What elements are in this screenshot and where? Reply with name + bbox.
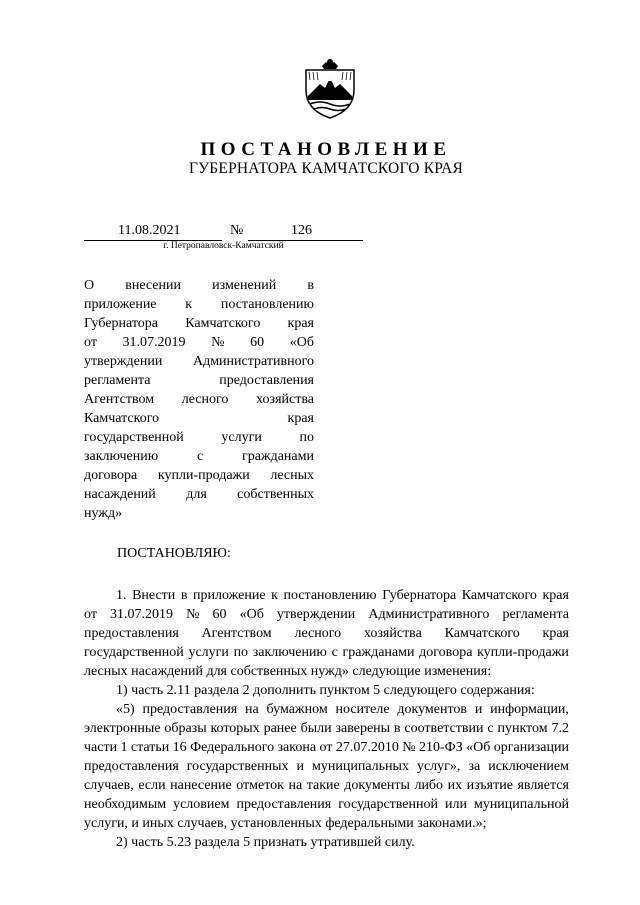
subject-line: Агентством лесного хозяйства [84, 392, 314, 407]
subject-line: насаждений для собственных [84, 487, 314, 502]
subject-line: нужд» [84, 506, 123, 521]
body-line: предоставления Агентством лесного хозяйства Камчатского края [84, 626, 569, 641]
document-date: 11.08.2021 [118, 223, 181, 238]
body-line: предоставления государственных и муниципальных услуг», за исключением [84, 759, 569, 774]
subject-line: от 31.07.2019 № 60 «Об [84, 335, 314, 350]
number-sign: № [230, 223, 244, 238]
body-line: от 31.07.2019 № 60 «Об утверждении Административного регламента [84, 607, 569, 622]
subject-line: договора купли-продажи лесных [84, 468, 314, 483]
body-line: лесных насаждений для собственных нужд» следующие изменения: [84, 664, 492, 679]
body-line: 1. Внести в приложение к постановлению Губернатора Камчатского края [116, 588, 569, 603]
subject-line: Камчатского края [84, 411, 314, 426]
document-subject [84, 276, 314, 523]
body-line: 2) часть 5.23 раздела 5 признать утратившей силу. [116, 835, 415, 850]
coat-of-arms-emblem [298, 56, 362, 120]
body-line: случаев, если нанесение отметок на такие документы либо их изъятие является [84, 778, 569, 793]
body-line: необходимым условием предоставления государственной или муниципальной [84, 797, 569, 812]
subject-line: О внесении изменений в [84, 278, 314, 293]
body-line: услуги, и иных случаев, установленных федеральными законами.»; [84, 816, 487, 831]
subject-line: приложение к постановлению [84, 297, 314, 312]
document-issuer: ГУБЕРНАТОРА КАМЧАТСКОГО КРАЯ [188, 160, 464, 177]
subject-line: утверждении Административного [84, 354, 314, 369]
subject-line: государственной услуги по [84, 430, 314, 445]
subject-line: регламента предоставления [84, 373, 314, 388]
city-line: г. Петропавловск-Камчатский [163, 241, 284, 251]
body-line: государственной услуги по заключению с гражданами договора купли-продажи [84, 645, 569, 660]
body-line: «5) предоставления на бумажном носителе документов и информации, [116, 702, 569, 717]
body-line: электронные образы которых ранее были заверены в соответствии с пунктом 7.2 [84, 721, 569, 736]
resolve-heading: ПОСТАНОВЛЯЮ: [117, 546, 231, 561]
subject-line: заключению с гражданами [84, 449, 314, 464]
subject-line: Губернатора Камчатского края [84, 316, 314, 331]
document-title: ПОСТАНОВЛЕНИЕ [200, 139, 452, 160]
document-body [84, 586, 569, 852]
body-line: части 1 статьи 16 Федерального закона от 27.07.2010 № 210-ФЗ «Об организации [84, 740, 569, 755]
document-number: 126 [291, 223, 312, 238]
body-line: 1) часть 2.11 раздела 2 дополнить пунктом 5 следующего содержания: [116, 683, 535, 698]
